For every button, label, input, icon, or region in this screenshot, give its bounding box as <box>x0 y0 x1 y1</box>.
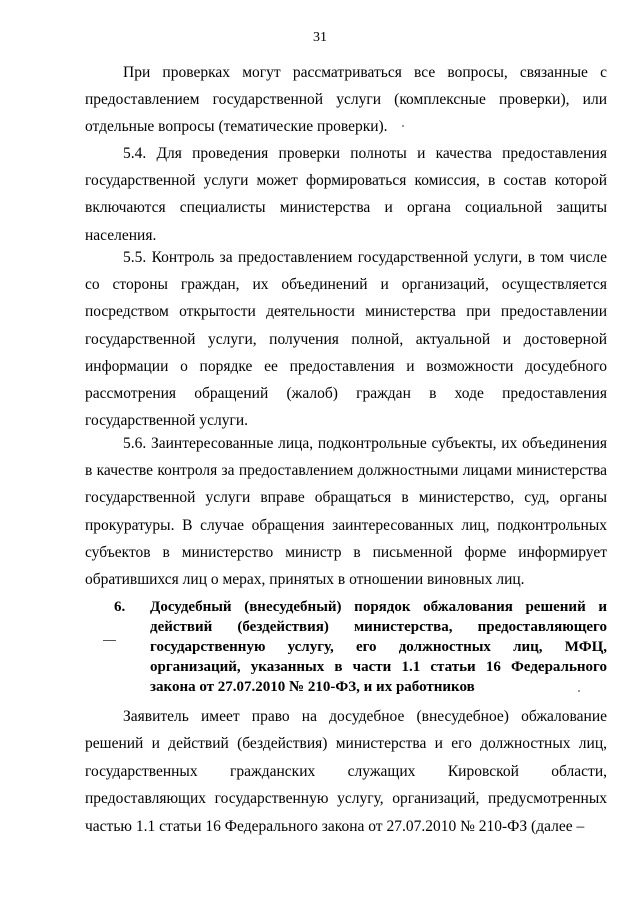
paragraph-text: 5.5. Контроль за предоставлением государственной услуги, в том числе со стороны граждан, их объединений и организаций, осуществляется посредством открытости деятельности министерства при предоставлении государственной услуги, получения полной, актуальной и достоверной информации о порядке ее предоставления и возможности досудебного рассмотрения обращений (жалоб) граждан в ходе предоставления государственной услуги. <box>85 249 607 430</box>
page-number: 31 <box>313 30 327 45</box>
paragraph-appeal-right <box>85 703 607 840</box>
section-heading-6 <box>114 597 607 697</box>
paragraph-5-4 <box>85 140 607 249</box>
section-number: 6. <box>114 599 126 615</box>
paragraph-text: При проверках могут рассматриваться все вопросы, связанные с предоставлением государственной услуги (комплексные проверки), или отдельные вопросы (тематические проверки). <box>85 64 607 136</box>
paragraph-5-6 <box>85 430 607 593</box>
paragraph-text: 5.6. Заинтересованные лица, подконтрольные субъекты, их объединения в качестве контроля за предоставлением должностными лицами министерства государственной услуги вправе обращаться в министерство, суд, органы прокуратуры. В случае обращения заинтересованных лиц, подконтрольных субъектов в министерство министр в письменной форме информирует обратившихся лиц о мерах, принятых в отношении виновных лиц. <box>85 435 607 589</box>
scan-speck <box>578 690 580 692</box>
paragraph-text: 5.4. Для проведения проверки полноты и качества предоставления государственной услуги может формироваться комиссия, в состав которой включаются специалисты министерства и органа социальной защиты населения. <box>85 145 607 244</box>
paragraph-5-5 <box>85 244 607 434</box>
paragraph-inspection-scope <box>85 59 607 141</box>
paragraph-text: Заявитель имеет право на досудебное (внесудебное) обжалование решений и действий (бездействия) министерства и его должностных лиц, государственных гражданских служащих Кировской области, предоставляющих государственную услугу, организаций, предусмотренных частью 1.1 статьи 16 Федерального закона от 27.07.2010 № 210-ФЗ (далее – <box>85 708 607 835</box>
section-title: Досудебный (внесудебный) порядок обжалования решений и действий (бездействия) министерства, предоставляющего государственную услугу, его должностных лиц, МФЦ, организаций, указанных в части 1.1 статьи 16 Федерального закона от 27.07.2010 № 210-ФЗ, и их работников <box>150 599 607 695</box>
scan-speck <box>402 125 404 127</box>
